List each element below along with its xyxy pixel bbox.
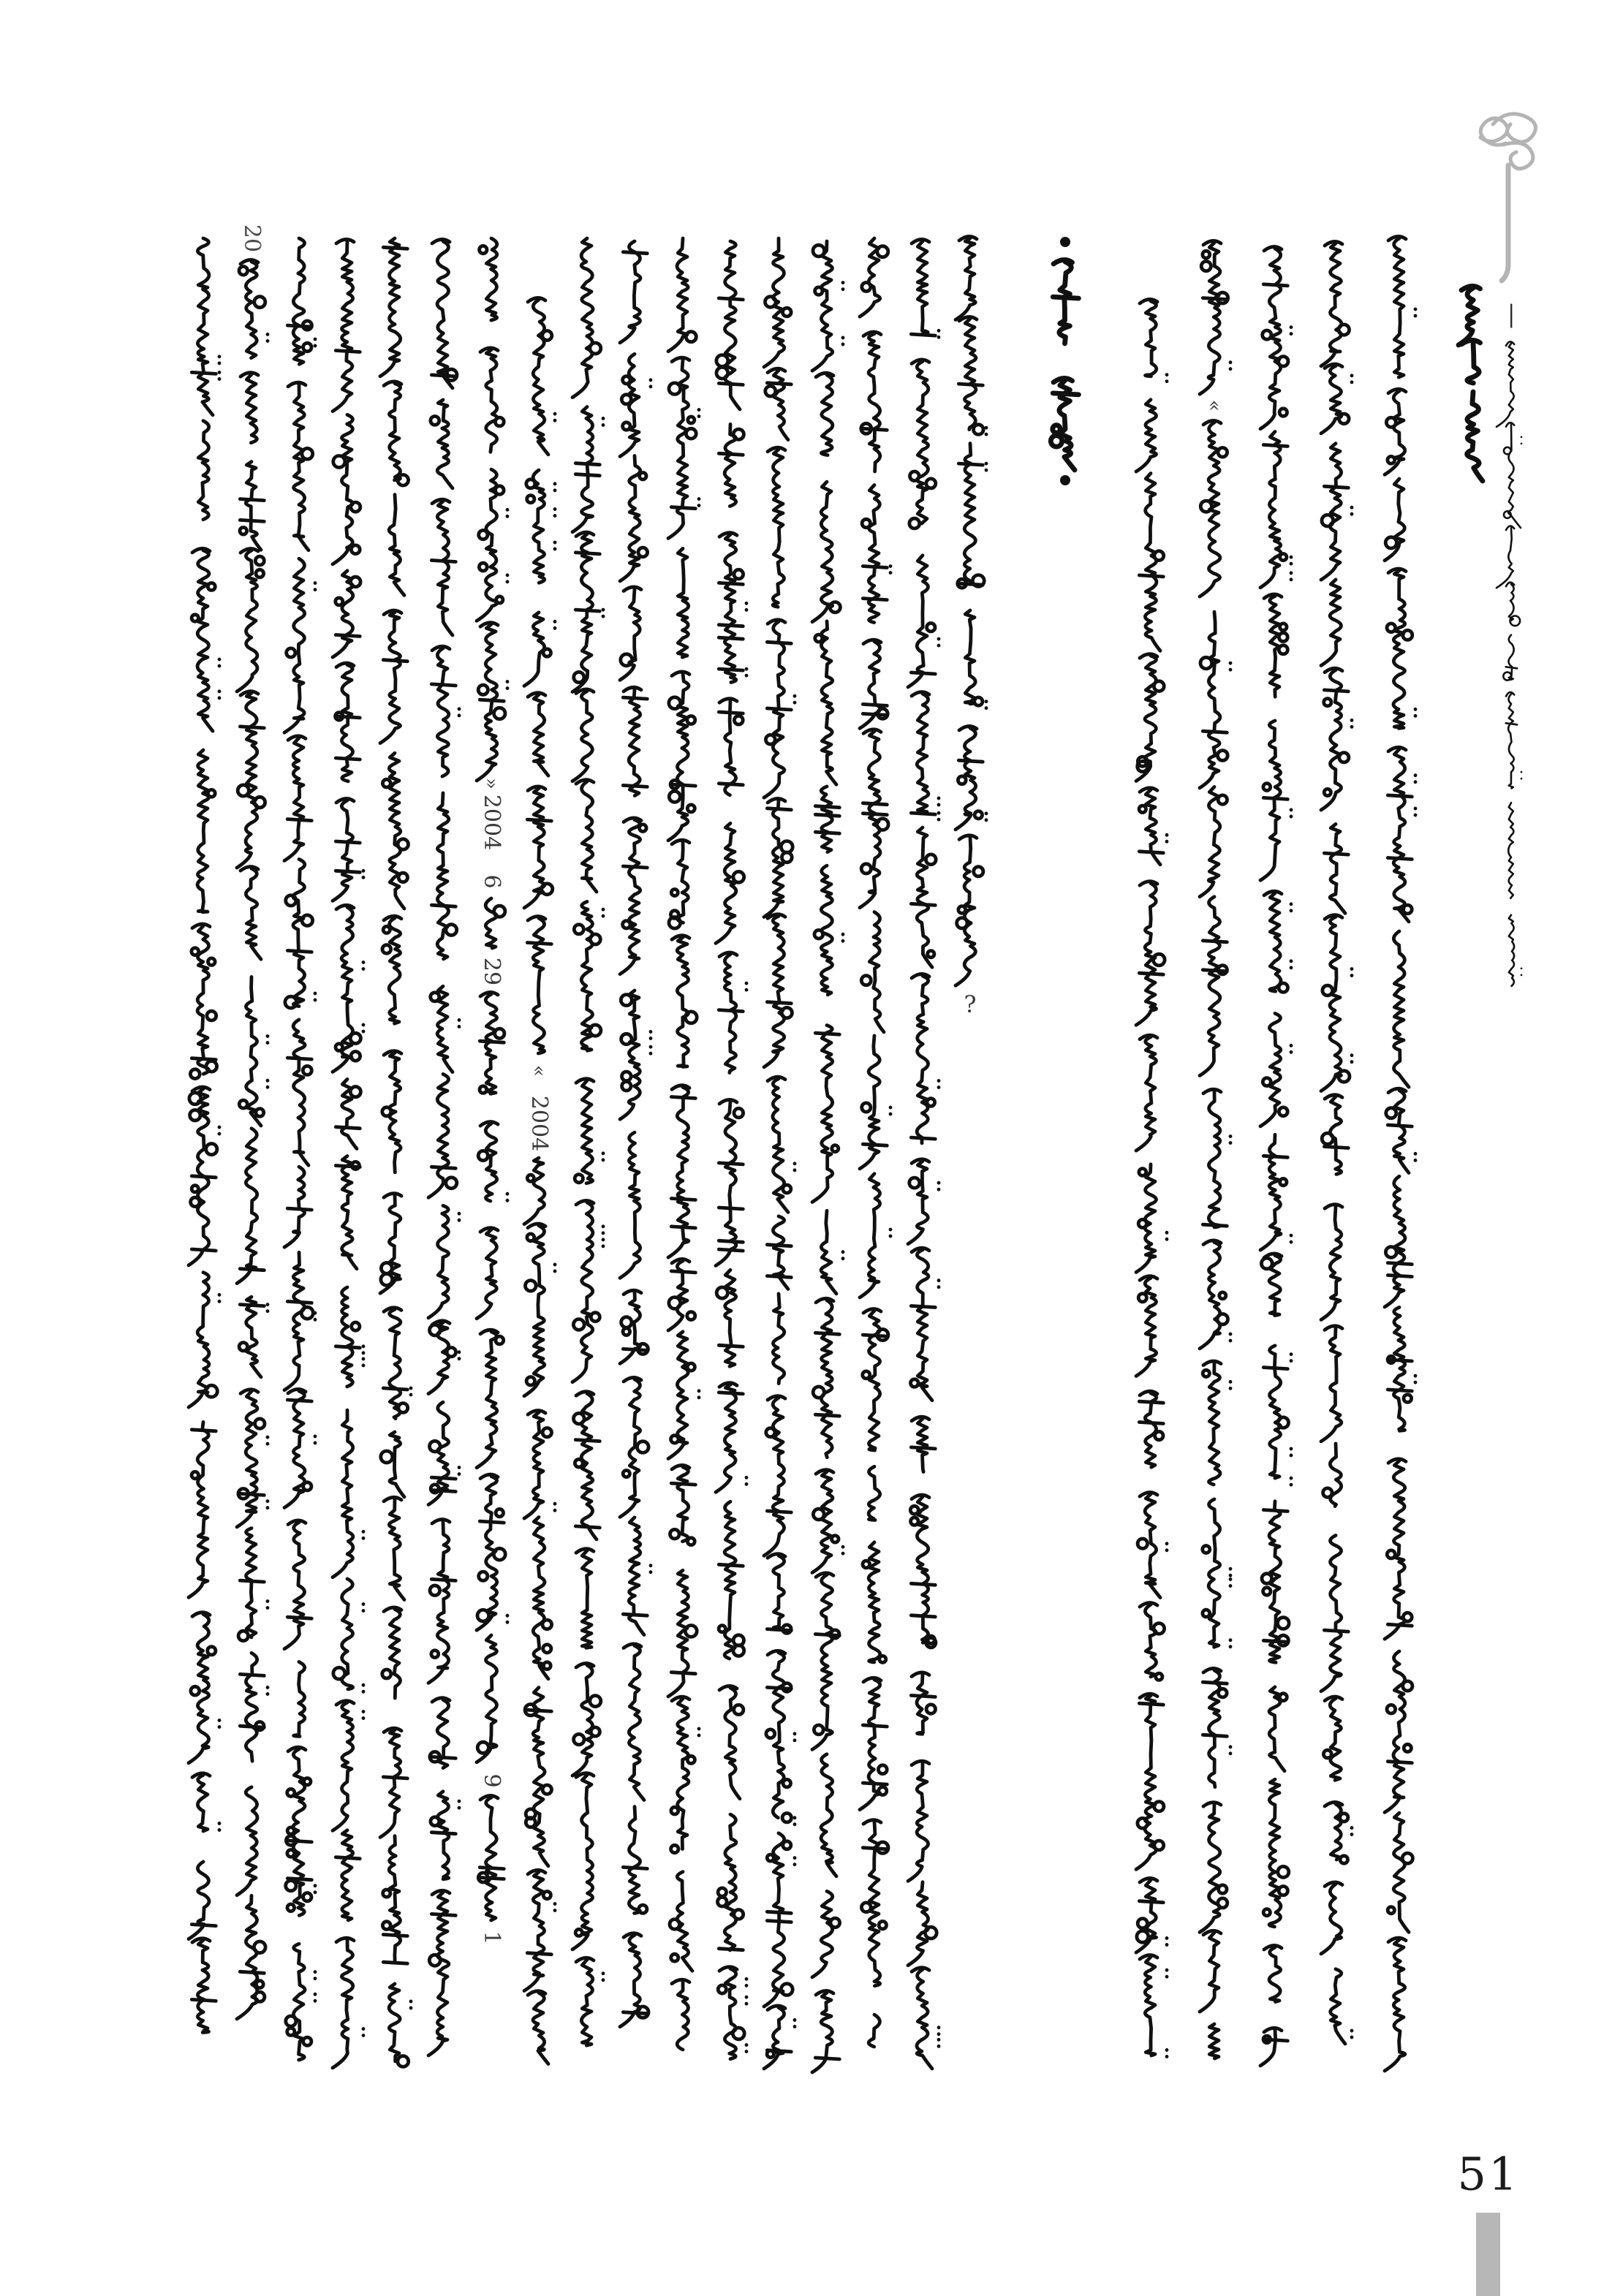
script-column-new-section — [1200, 240, 1230, 2058]
script-column — [812, 241, 843, 2072]
heading-bullet — [1060, 237, 1070, 247]
script-column — [860, 238, 890, 2047]
inline-punctuation: « — [528, 1065, 550, 1077]
section-heading-column — [1051, 259, 1078, 470]
script-column — [716, 241, 746, 2059]
em-dash: — — [1497, 303, 1528, 329]
inline-punctuation: « — [1203, 400, 1225, 412]
script-column — [237, 259, 268, 2019]
page-number: 51 — [1457, 2147, 1520, 2201]
running-head-title-thin — [1497, 341, 1521, 985]
script-column — [477, 238, 507, 1920]
inline-number: 2004 — [526, 1095, 552, 1152]
running-head-title-bold — [1459, 286, 1483, 481]
script-column — [380, 238, 411, 2066]
script-column — [524, 298, 555, 2064]
inline-punctuation: » — [480, 778, 502, 789]
script-column — [189, 238, 219, 2033]
script-column — [908, 239, 939, 2069]
heading-bullet — [1060, 475, 1070, 485]
inline-number: 1 — [479, 1931, 504, 1945]
script-column — [668, 238, 699, 2050]
script-column-new-section — [1385, 236, 1415, 2071]
script-column — [620, 241, 651, 2027]
inline-number: 6 — [479, 874, 504, 889]
script-column — [428, 239, 459, 2056]
script-column-new-section — [1260, 246, 1291, 2066]
script-column-new-section — [1321, 241, 1352, 2044]
script-column — [572, 238, 603, 2045]
inline-number: 2004 — [479, 794, 504, 851]
script-column-new-section — [1136, 299, 1167, 2056]
corner-bar — [1476, 2213, 1500, 2296]
inline-number: 29 — [479, 957, 504, 986]
script-column — [956, 236, 986, 985]
inline-number: 20 — [239, 224, 265, 253]
script-column — [284, 238, 315, 2060]
script-column — [333, 239, 363, 2067]
script-column — [764, 238, 795, 2069]
ornament-flourish-icon — [1480, 114, 1536, 281]
inline-number: 9 — [479, 1773, 504, 1788]
inline-punctuation: ? — [964, 990, 977, 1018]
